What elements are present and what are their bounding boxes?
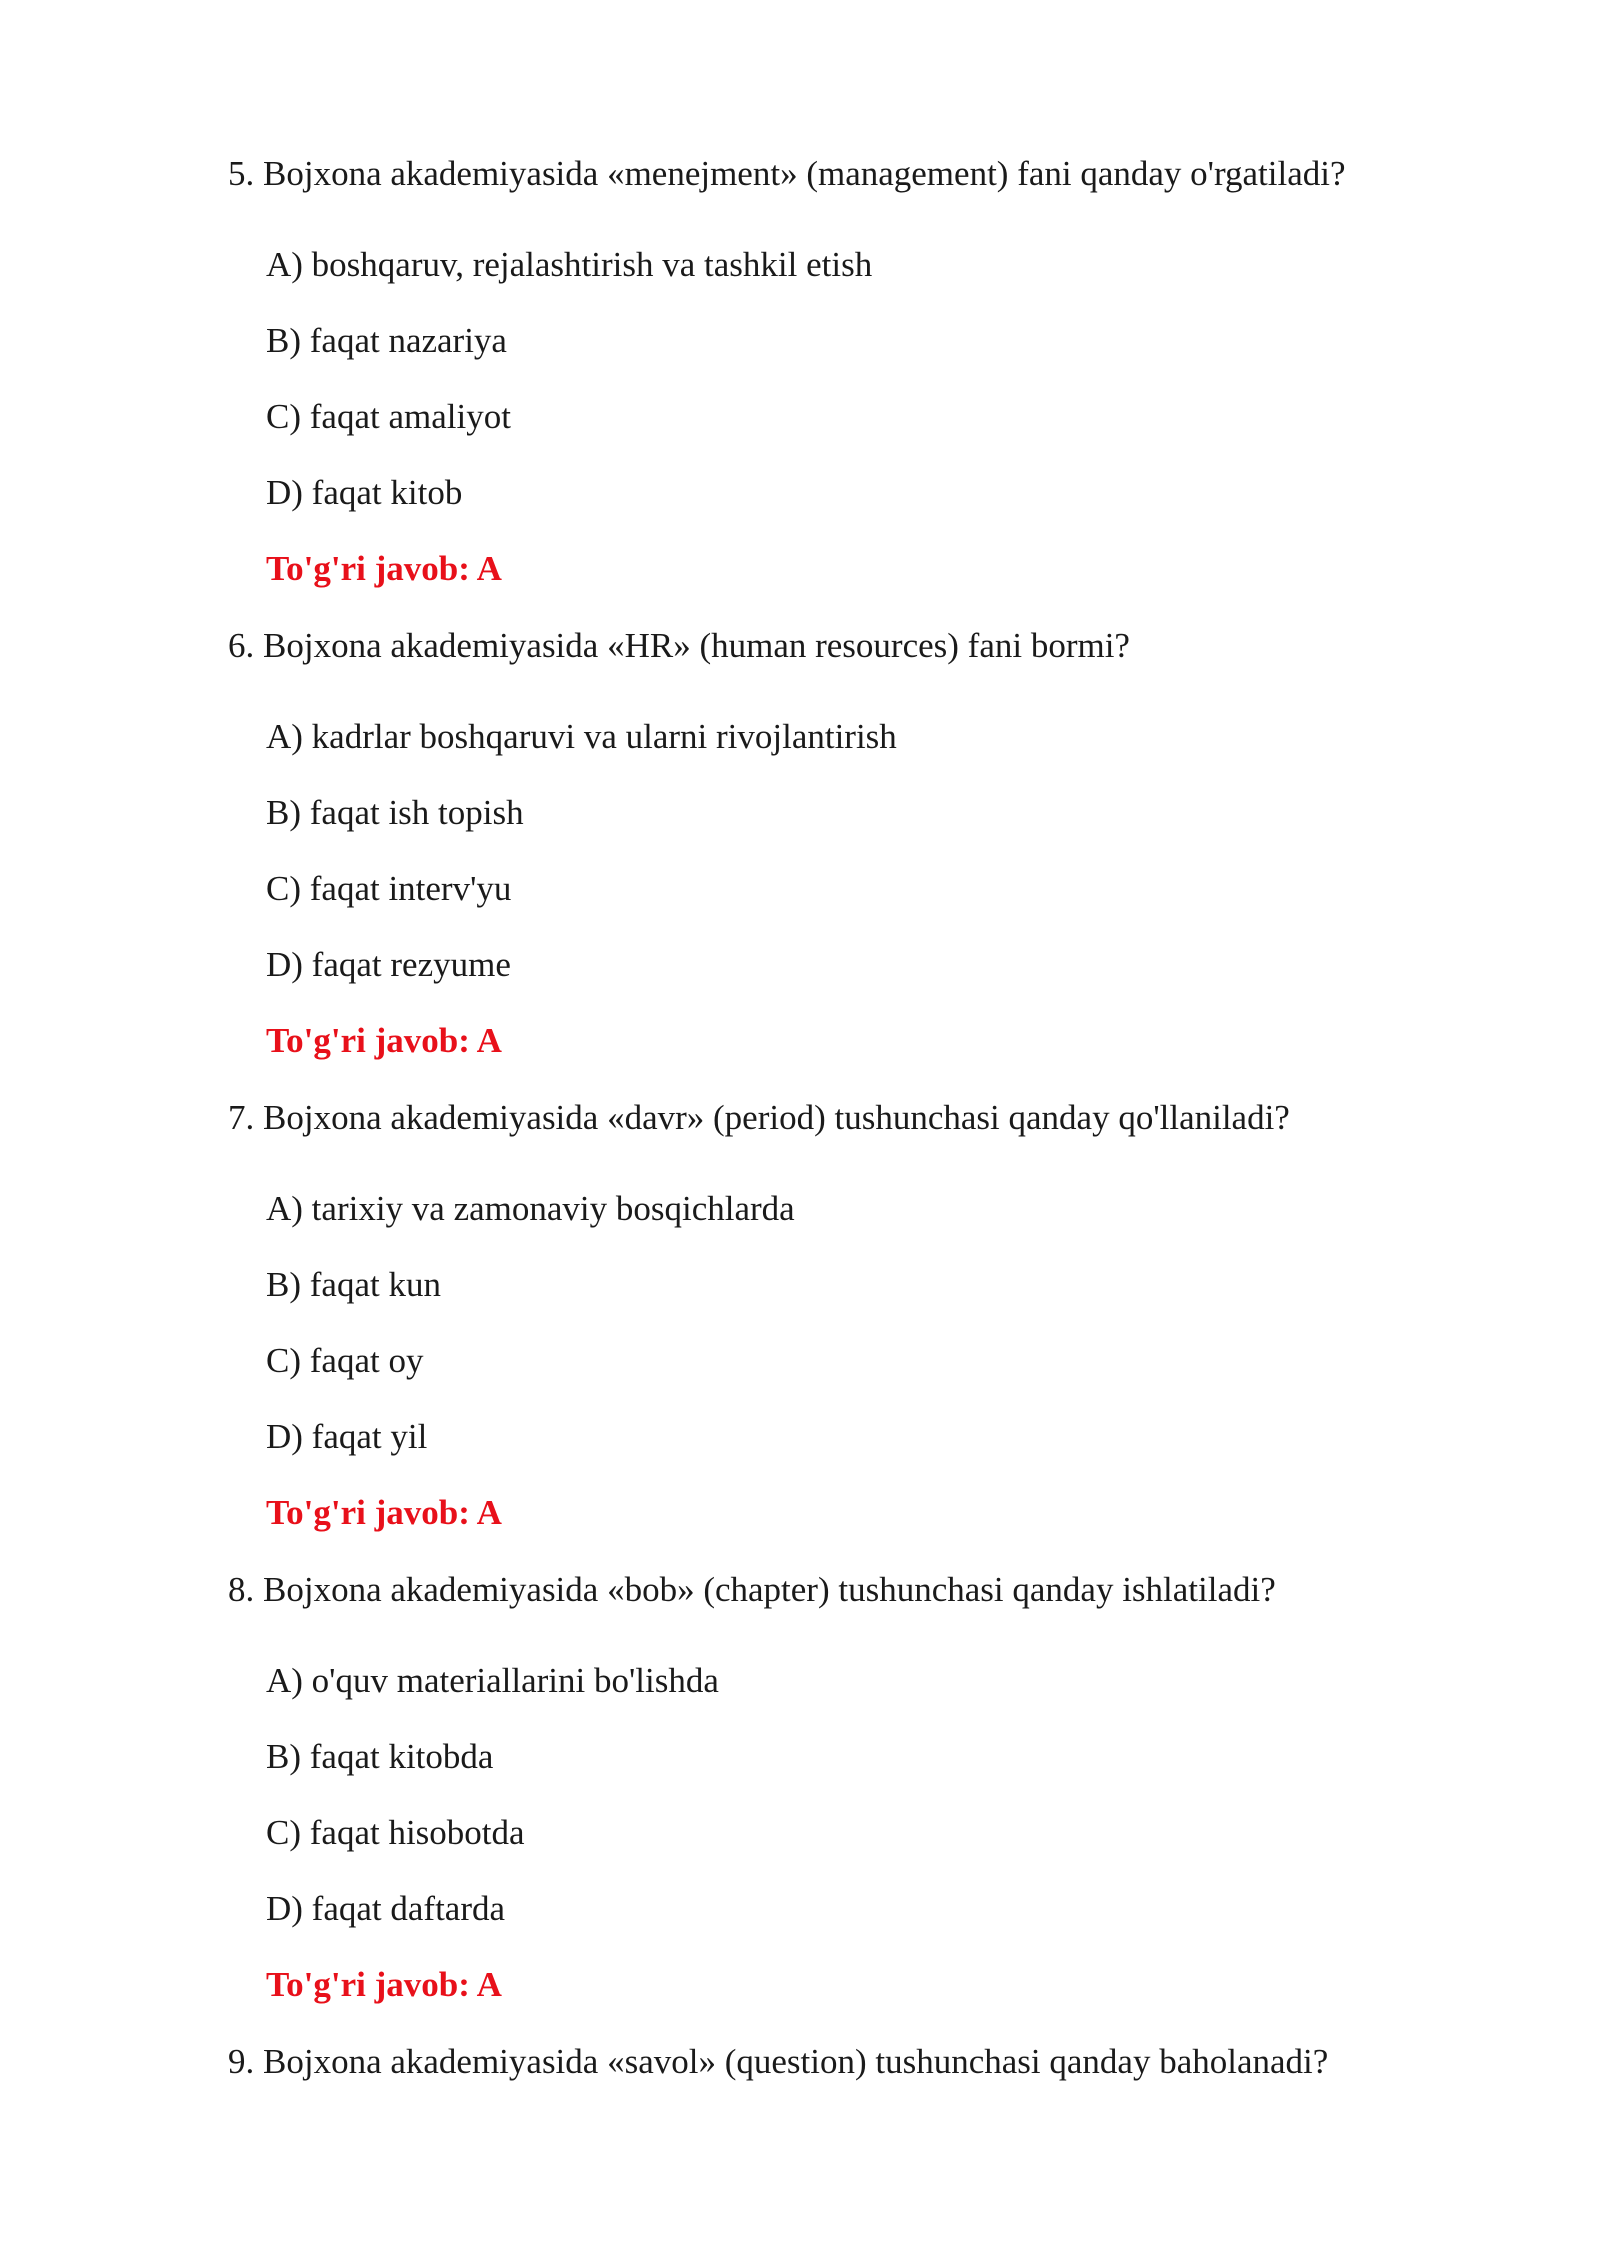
question-7	[228, 1098, 1290, 1138]
question-5	[228, 154, 1346, 194]
option-a: A) kadrlar boshqaruvi va ularni rivojlantirish	[266, 717, 897, 756]
option-c: C) faqat amaliyot	[266, 397, 511, 436]
correct-answer: To'g'ri javob: A	[266, 1493, 502, 1532]
question-8	[228, 1570, 1276, 1610]
option-a: A) tarixiy va zamonaviy bosqichlarda	[266, 1189, 795, 1228]
correct-answer: To'g'ri javob: A	[266, 1021, 502, 1060]
question-text: Bojxona akademiyasida «menejment» (management) fani qanday o'rgatiladi?	[263, 154, 1346, 193]
option-b: B) faqat kun	[266, 1265, 441, 1304]
question-number: 6.	[228, 626, 255, 665]
option-b: B) faqat ish topish	[266, 793, 524, 832]
option-a: A) boshqaruv, rejalashtirish va tashkil etish	[266, 245, 873, 284]
option-a: A) o'quv materiallarini bo'lishda	[266, 1661, 719, 1700]
correct-answer: To'g'ri javob: A	[266, 1965, 502, 2004]
question-number: 9.	[228, 2042, 255, 2081]
option-b: B) faqat kitobda	[266, 1737, 494, 1776]
question-6	[228, 626, 1130, 666]
option-d: D) faqat daftarda	[266, 1889, 506, 1928]
option-c: C) faqat oy	[266, 1341, 424, 1380]
option-c: C) faqat interv'yu	[266, 869, 512, 908]
option-d: D) faqat yil	[266, 1417, 428, 1456]
option-d: D) faqat rezyume	[266, 945, 511, 984]
question-text: Bojxona akademiyasida «savol» (question) tushunchasi qanday baholanadi?	[263, 2042, 1329, 2081]
option-b: B) faqat nazariya	[266, 321, 507, 360]
question-number: 5.	[228, 154, 255, 193]
correct-answer: To'g'ri javob: A	[266, 549, 502, 588]
question-9	[228, 2042, 1328, 2082]
question-text: Bojxona akademiyasida «bob» (chapter) tushunchasi qanday ishlatiladi?	[263, 1570, 1276, 1609]
question-text: Bojxona akademiyasida «davr» (period) tushunchasi qanday qo'llaniladi?	[263, 1098, 1290, 1137]
question-number: 8.	[228, 1570, 255, 1609]
option-d: D) faqat kitob	[266, 473, 463, 512]
option-c: C) faqat hisobotda	[266, 1813, 525, 1852]
question-number: 7.	[228, 1098, 255, 1137]
question-text: Bojxona akademiyasida «HR» (human resources) fani bormi?	[263, 626, 1130, 665]
